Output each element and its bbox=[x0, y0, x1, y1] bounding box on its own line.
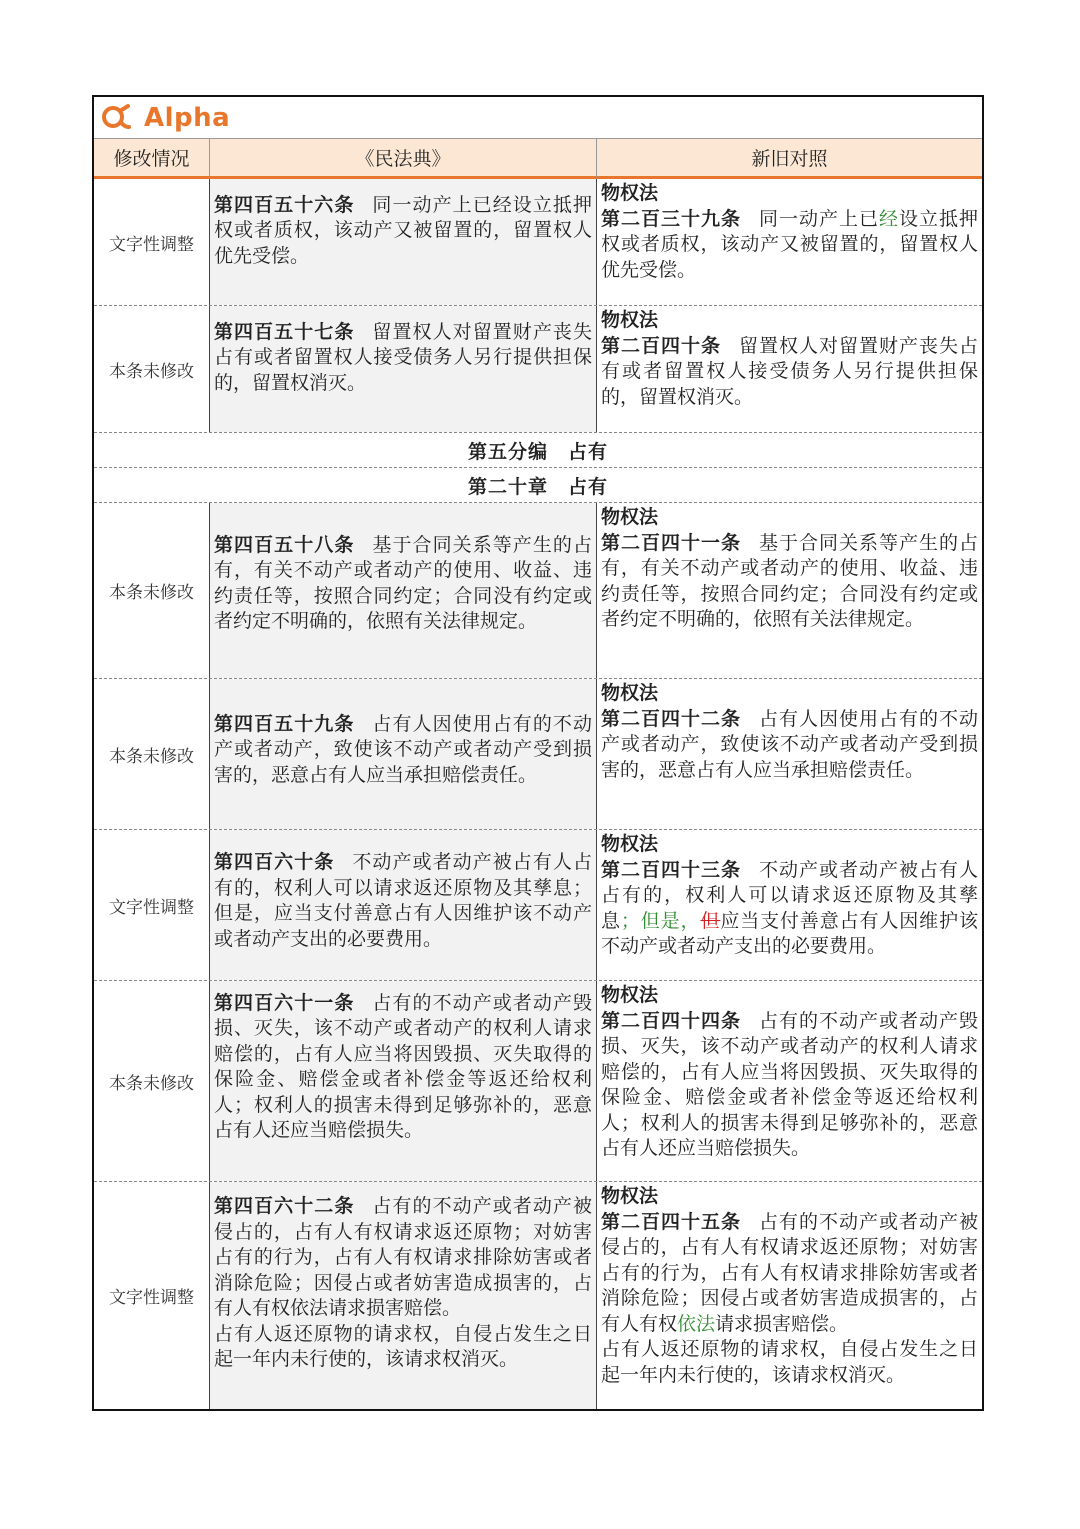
law-name: 物权法 bbox=[601, 833, 659, 855]
article-text-2: 占有人返还原物的请求权，自侵占发生之日起一年内未行使的，该请求权消灭。 bbox=[214, 1322, 592, 1371]
article-text: 不动产或者动产被占有人占有的，权利人可以请求返还原物及其孳息；但是，应当支付善意占有人因维护该不动产或者动产支出的必要费用。 bbox=[214, 851, 592, 950]
table-row bbox=[94, 503, 982, 679]
status-cell: 本条未修改 bbox=[94, 503, 210, 678]
article-number: 第四百六十二条 bbox=[214, 1195, 355, 1218]
table-row bbox=[94, 830, 982, 981]
old-law-cell bbox=[597, 679, 982, 829]
status-cell: 文字性调整 bbox=[94, 179, 210, 305]
table-row bbox=[94, 306, 982, 433]
table-row bbox=[94, 679, 982, 830]
deleted-text: 但 bbox=[700, 909, 721, 932]
civil-code-cell bbox=[210, 306, 597, 432]
article-text: 留置权人对留置财产丧失占有或者留置权人接受债务人另行提供担保的，留置权消灭。 bbox=[214, 320, 592, 394]
article-text-2: 占有人返还原物的请求权，自侵占发生之日起一年内未行使的，该请求权消灭。 bbox=[601, 1338, 978, 1386]
brand-bar bbox=[94, 97, 982, 138]
status-cell: 本条未修改 bbox=[94, 306, 210, 432]
comparison-table bbox=[92, 95, 984, 1411]
civil-code-cell bbox=[210, 679, 597, 829]
status-cell: 文字性调整 bbox=[94, 1182, 210, 1409]
article-text: 占有的不动产或者动产毁损、灭失，该不动产或者动产的权利人请求赔偿的，占有人应当将因毁损、灭失取得的保险金、赔偿金或者补偿金等返还给权利人；权利人的损害未得到足够弥补的，恶意占有人还应当赔偿损失。 bbox=[214, 991, 592, 1141]
inserted-text: 经 bbox=[878, 207, 899, 230]
article-text: 留置权人对留置财产丧失占有或者留置权人接受债务人另行提供担保的，留置权消灭。 bbox=[601, 334, 978, 408]
header-status: 修改情况 bbox=[94, 138, 210, 179]
article-number: 第四百五十七条 bbox=[214, 320, 355, 343]
status-cell: 文字性调整 bbox=[94, 830, 210, 980]
law-name: 物权法 bbox=[601, 682, 659, 704]
article-number: 第二百三十九条 bbox=[601, 207, 741, 230]
article-text: 占有的不动产或者动产被侵占的，占有人有权请求返还原物；对妨害占有的行为，占有人有权请求排除妨害或者消除危险；因侵占或者妨害造成损害的，占有人有权依法请求损害赔偿。 bbox=[214, 1195, 592, 1320]
article-text: 占有人因使用占有的不动产或者动产，致使该不动产或者动产受到损害的，恶意占有人应当承担赔偿责任。 bbox=[601, 707, 978, 781]
old-law-cell bbox=[597, 981, 982, 1181]
article-text: 同一动产上已经设立抵押权或者质权，该动产又被留置的，留置权人优先受偿。 bbox=[214, 193, 592, 267]
article-text: 基于合同关系等产生的占有，有关不动产或者动产的使用、收益、违约责任等，按照合同约定；合同没有约定或者约定不明确的，依照有关法律规定。 bbox=[214, 533, 592, 632]
article-number: 第二百四十五条 bbox=[601, 1210, 741, 1233]
inserted-text: 依法 bbox=[677, 1312, 716, 1335]
article-number: 第二百四十一条 bbox=[601, 531, 741, 554]
section-heading-part: 第五分编 占有 bbox=[94, 433, 982, 468]
article-number: 第二百四十四条 bbox=[601, 1009, 741, 1032]
civil-code-cell bbox=[210, 830, 597, 980]
law-name: 物权法 bbox=[601, 182, 659, 204]
civil-code-cell bbox=[210, 981, 597, 1181]
law-name: 物权法 bbox=[601, 984, 659, 1006]
civil-code-cell bbox=[210, 1182, 597, 1409]
article-number: 第四百五十六条 bbox=[214, 193, 355, 216]
old-law-cell bbox=[597, 503, 982, 678]
article-text: 占有的不动产或者动产毁损、灭失，该不动产或者动产的权利人请求赔偿的，占有人应当将因毁损、灭失取得的保险金、赔偿金或者补偿金等返还给权利人；权利人的损害未得到足够弥补的，恶意占有人还应当赔偿损失。 bbox=[601, 1009, 978, 1159]
header-comparison: 新旧对照 bbox=[597, 138, 982, 179]
article-number: 第四百五十九条 bbox=[214, 712, 355, 735]
law-name: 物权法 bbox=[601, 309, 659, 331]
table-row bbox=[94, 1182, 982, 1409]
law-name: 物权法 bbox=[601, 506, 659, 528]
civil-code-cell bbox=[210, 503, 597, 678]
old-law-cell: 物权法 第二百四十三条 不动产或者动产被占有人占有的，权利人可以请求返还原物及其孳息；但是，但应当支付善意占有人因维护该不动产或者动产支出的必要费用。 bbox=[601, 833, 978, 957]
status-cell: 本条未修改 bbox=[94, 981, 210, 1181]
article-text: 基于合同关系等产生的占有，有关不动产或者动产的使用、收益、违约责任等，按照合同约定；合同没有约定或者约定不明确的，依照有关法律规定。 bbox=[601, 531, 978, 630]
law-name: 物权法 bbox=[601, 1185, 659, 1207]
civil-code-cell bbox=[210, 179, 597, 305]
table-row bbox=[94, 179, 982, 306]
brand-name: Alpha bbox=[144, 103, 231, 133]
header-civil-code: 《民法典》 bbox=[210, 138, 597, 179]
old-law-cell: 物权法 第二百三十九条 同一动产上已经设立抵押权或者质权，该动产又被留置的，留置权人优先受偿。 bbox=[601, 182, 978, 281]
table-row bbox=[94, 981, 982, 1182]
article-number: 第四百六十一条 bbox=[214, 991, 355, 1014]
section-heading-chapter: 第二十章 占有 bbox=[94, 468, 982, 503]
article-number: 第四百六十条 bbox=[214, 851, 335, 873]
article-text: 占有人因使用占有的不动产或者动产，致使该不动产或者动产受到损害的，恶意占有人应当承担赔偿责任。 bbox=[214, 712, 592, 786]
article-number: 第二百四十三条 bbox=[601, 858, 741, 881]
old-law-cell: 物权法 第二百四十五条 占有的不动产或者动产被侵占的，占有人有权请求返还原物；对妨害占有的行为，占有人有权请求排除妨害或者消除危险；因侵占或者妨害造成损害的，占有人有权依法请求损害赔偿。 占有人返还原物的请求权，自侵占发生之日起一年内未行使的，该请求权消灭。 bbox=[601, 1185, 978, 1386]
inserted-text: ；但是， bbox=[620, 909, 701, 932]
article-number: 第二百四十条 bbox=[601, 334, 721, 357]
status-cell: 本条未修改 bbox=[94, 679, 210, 829]
article-number: 第二百四十二条 bbox=[601, 707, 741, 730]
alpha-logo-icon bbox=[100, 103, 132, 131]
article-number: 第四百五十八条 bbox=[214, 533, 355, 556]
old-law-cell bbox=[597, 306, 982, 432]
